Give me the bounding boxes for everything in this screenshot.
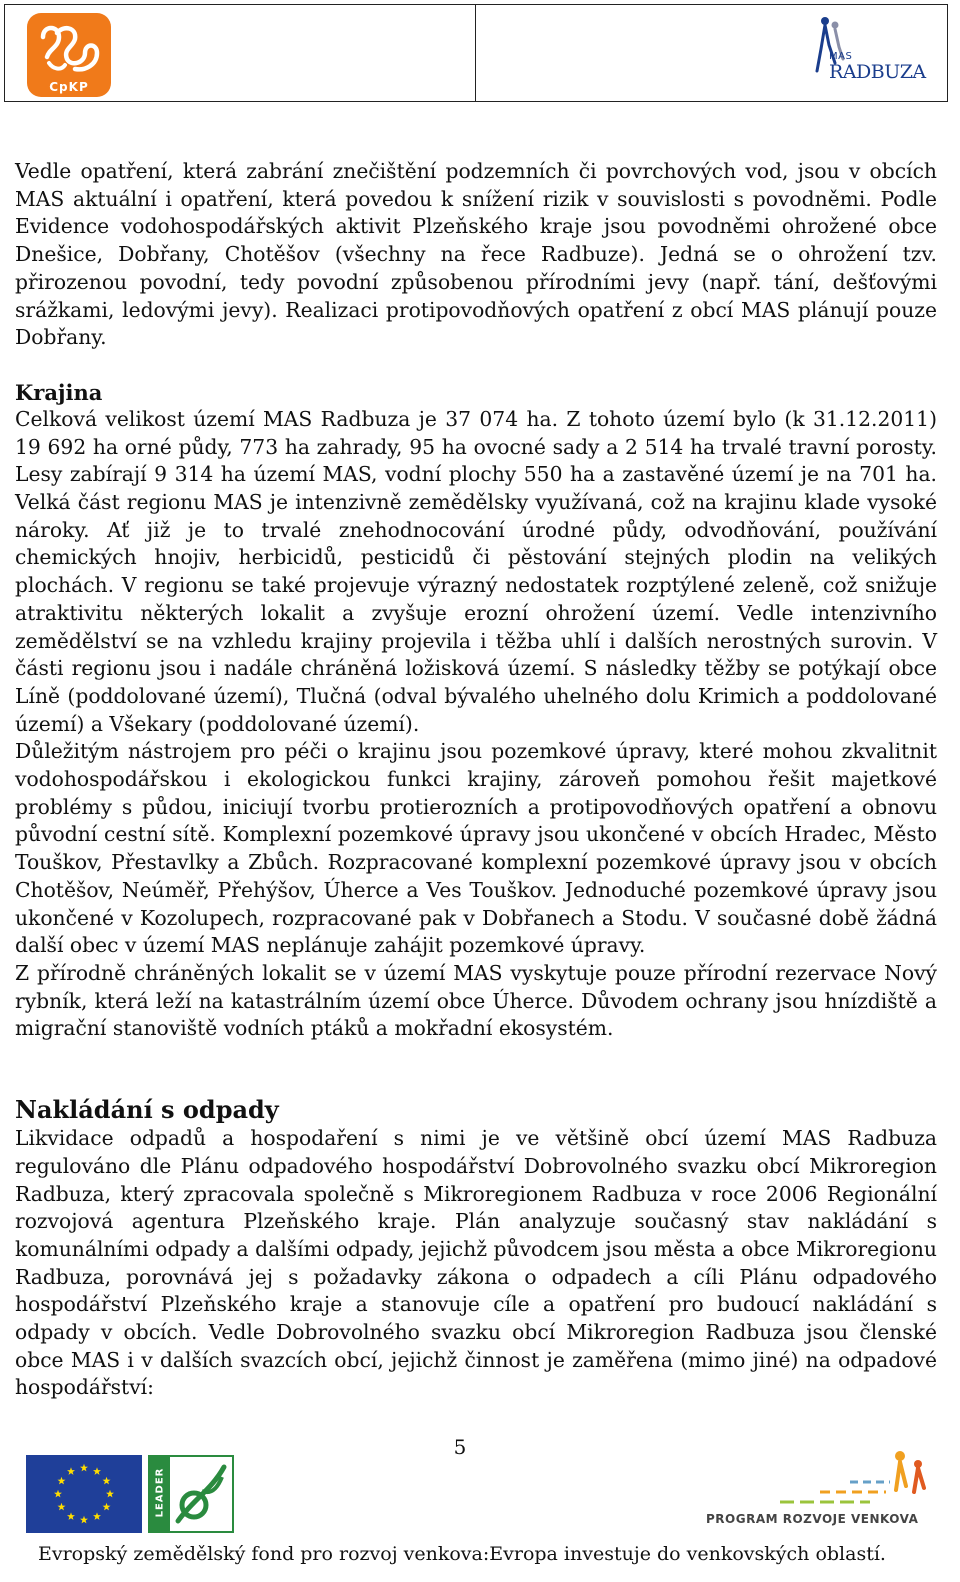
mas-logo-small-text: MAS xyxy=(829,51,853,62)
mas-logo-big-text: RADBUZA xyxy=(829,61,926,83)
eu-star xyxy=(103,1477,111,1485)
heading-nakladani-s-odpady: Nakládání s odpady xyxy=(15,1095,279,1125)
eu-star xyxy=(80,1464,88,1472)
leader-plant-icon xyxy=(172,1461,230,1527)
leader-band xyxy=(150,1457,170,1531)
page-number: 5 xyxy=(453,1435,467,1459)
paragraph-krajina-uzemi: Celková velikost území MAS Radbuza je 37 074 ha. Z tohoto území bylo (k 31.12.2011) 19 692 ha orné půdy, 773 ha zahrady, 95 ha ovocné sady a 2 514 ha trvalé travní porosty. Lesy zabírají 9 314 ha území MAS, vodní plochy 550 ha a zastavěné území je na 701 ha. Velká část regionu MAS je intenzivně zemědělsky využívaná, což na krajinu klade vysoké nároky. Ať již je to trvalé znehodnocování úrodné půdy, odvodňování, používání chemických hnojiv, herbicidů, pesticidů či pěstování stejných plodin na velikých plochách. V regionu se také projevuje výrazný nedostatek rozptýlené zeleně, což snižuje atraktivitu některých lokalit a zvyšuje erozní ohrožení území. Vedle intenzivního zemědělství se na vzhledu krajiny projevila i těžba uhlí i dalších nerostných surovin. V části regionu jsou i nadále chráněná ložisková území. S následky těžby se potýkají obce Líně (poddolované území), Tlučná (odval bývalého uhelného dolu Krimich a poddolované území) a Všekary (poddolované území). xyxy=(15,406,937,736)
header-cell-right xyxy=(476,5,947,101)
eu-star xyxy=(93,1467,101,1475)
cpkp-logo-icon xyxy=(27,13,111,97)
paragraph-pozemkove-upravy: Důležitým nástrojem pro péči o krajinu jsou pozemkové úpravy, které mohou zkvalitnit vodohospodářskou i ekologickou funkci krajiny, zároveň pomohou řešit majetkové problémy s půdou, iniciují tvorbu protierozních a protipovodňových opatření a obnovu původní cestní sítě. Komplexní pozemkové úpravy jsou ukončené v obcích Hradec, Město Touškov, Přestavlky a Zbůch. Rozpracované komplexní pozemkové úpravy jsou v obcích Chotěšov, Neúměř, Přehýšov, Úherce a Ves Touškov. Jednoduché pozemkové úpravy jsou ukončené v Kozolupech, rozpracované pak v Dobřanech a Stodu. V současné době žádná další obec v území MAS neplánuje zahájit pozemkové úpravy. xyxy=(15,739,937,958)
paragraph-chranene-lokality: Z přírodně chráněných lokalit se v území MAS vyskytuje pouze přírodní rezervace Nový rybník, která leží na katastrálním území obce Úherce. Důvodem ochrany jsou hnízdiště a migrační stanoviště vodních ptáků a mokřadní ekosystém. xyxy=(15,960,937,1041)
mas-radbuza-logo-icon xyxy=(813,15,925,83)
eu-star xyxy=(67,1512,75,1520)
eu-star xyxy=(67,1467,75,1475)
cpkp-logo-text: CpKP xyxy=(49,80,89,94)
header-logo-table xyxy=(4,4,948,102)
eu-star xyxy=(93,1512,101,1520)
prv-logo-text: PROGRAM ROZVOJE VENKOVA xyxy=(706,1512,919,1526)
eu-star xyxy=(106,1490,114,1498)
header-cell-left xyxy=(5,5,476,101)
footer-caption: Evropský zemědělský fond pro rozvoj venkova:Evropa investuje do venkovských oblastí. xyxy=(38,1543,886,1565)
eu-star xyxy=(57,1477,65,1485)
spacer xyxy=(15,1043,937,1095)
heading-krajina: Krajina xyxy=(15,379,103,405)
eu-star xyxy=(57,1503,65,1511)
eu-flag-icon xyxy=(26,1455,142,1533)
eu-stars-icon xyxy=(26,1455,142,1533)
document-body xyxy=(15,158,937,1402)
paragraph-odpady: Likvidace odpadů a hospodaření s nimi je ve většině obcí území MAS Radbuza regulováno dle Plánu odpadového hospodářství Dobrovolného svazku obcí Mikroregion Radbuza, který zpracovala společně s Mikroregionem Radbuza v roce 2006 Regionální rozvojová agentura Plzeňského kraje. Plán analyzuje současný stav nakládání s komunálními odpady a dalšími odpady, jejichž původcem jsou města a obce Mikroregionu Radbuza, porovnává jej s požadavky zákona o odpadech a cíli Plánu odpadového hospodářství Plzeňského kraje a stanovuje cíle a opatření pro budoucí nakládání s odpady v obcích. Vedle Dobrovolného svazku obcí Mikroregion Radbuza jsou členské obce MAS i v dalších svazcích obcí, jejichž činnost je zaměřena (mimo jiné) na odpadové hospodářství: xyxy=(15,1126,937,1400)
prv-figures-icon xyxy=(700,1446,930,1510)
paragraph-povodne: Vedle opatření, která zabrání znečištění podzemních či povrchových vod, jsou v obcích MAS aktuální i opatření, která povedou k snížení rizik v souvislosti s povodněmi. Podle Evidence vodohospodářských aktivit Plzeňského kraje jsou povodněmi ohrožené obce Dnešice, Dobřany, Chotěšov (všechny na řece Radbuze). Jedná se o ohrožení tzv. přirozenou povodní, tedy povodní způsobenou přírodními jevy (např. tání, dešťovými srážkami, ledovými jevy). Realizaci protipovodňových opatření z obcí MAS plánují pouze Dobřany. xyxy=(15,159,937,350)
eu-star xyxy=(54,1490,62,1498)
leader-logo-icon xyxy=(148,1455,234,1533)
program-rozvoje-venkova-logo-icon xyxy=(700,1446,930,1536)
leader-logo-text: LEADER xyxy=(154,1467,166,1518)
spacer xyxy=(15,352,937,379)
eu-star xyxy=(80,1516,88,1524)
eu-star xyxy=(103,1503,111,1511)
